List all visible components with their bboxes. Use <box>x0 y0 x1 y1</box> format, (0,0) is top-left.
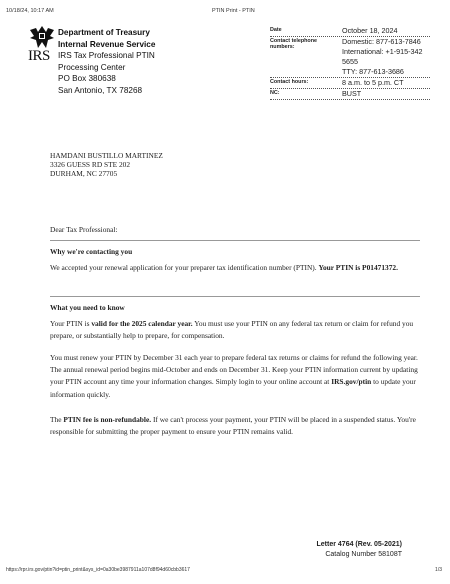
letter-identifier <box>317 540 402 559</box>
recipient-city: DURHAM, NC 27705 <box>50 169 118 178</box>
heading-what-to-know: What you need to know <box>50 303 125 312</box>
p2-valid-year: valid for the 2025 calendar year. <box>91 319 193 328</box>
irs-logo <box>28 26 56 66</box>
p3-text-c: to update your information quickly. <box>50 377 416 399</box>
phone-domestic: Domestic: 877-613-7846 <box>342 37 421 46</box>
hours-label: Contact hours: <box>270 79 309 85</box>
recipient-street: 3326 GUESS RD STE 202 <box>50 160 131 169</box>
print-page-title: PTIN Print - PTIN <box>212 8 255 14</box>
contact-row-phone <box>270 37 430 78</box>
agency-line6: San Antonio, TX 78268 <box>58 85 143 95</box>
agency-name-line1: Department of Treasury <box>58 28 150 37</box>
agency-line3: IRS Tax Professional PTIN <box>58 51 155 61</box>
p1-text: We accepted your renewal application for your preparer tax identification number (PTIN). <box>50 263 317 272</box>
date-value: October 18, 2024 <box>342 26 398 35</box>
print-datetime: 10/18/24, 10:17 AM <box>6 8 54 14</box>
p4-text-c: If we can't process your payment, your PTIN will be placed in a suspended status. You're responsible for submitting the proper payment to ensure your PTIN remains valid. <box>50 415 416 437</box>
p4-text-a: The <box>50 415 62 424</box>
contact-row-hours <box>270 78 430 89</box>
contact-info-table <box>270 26 430 100</box>
p2-text-a: Your PTIN is <box>50 319 90 328</box>
nc-value: BUST <box>342 89 362 98</box>
paragraph-renewal-info <box>50 352 422 401</box>
contact-row-date <box>270 26 430 37</box>
ptin-link[interactable]: IRS.gov/ptin <box>331 377 372 387</box>
phone-international: International: +1-915-342 <box>342 47 423 56</box>
irs-logo-text: IRS <box>28 48 50 64</box>
phone-label: Contact telephone numbers: <box>270 38 318 50</box>
hours-value: 8 a.m. to 5 p.m. CT <box>342 78 404 87</box>
ptin-number: Your PTIN is P01471372. <box>318 263 398 272</box>
paragraph-fee <box>50 414 422 438</box>
letter-number: Letter 4764 (Rev. 05-2021) <box>316 541 402 548</box>
paragraph-validity <box>50 318 422 342</box>
nc-label: NC: <box>270 90 280 96</box>
salutation: Dear Tax Professional: <box>50 225 118 234</box>
phone-tty: TTY: 877-613-3686 <box>342 67 404 76</box>
agency-name-line2: Internal Revenue Service <box>58 39 156 49</box>
print-url: https://rpr.irs.gov/ptin?id=ptin_print&sys_id=0a30be3987911a107d8f94d60cbb3617 <box>6 567 190 573</box>
paragraph-renewal-accepted <box>50 262 422 274</box>
date-label: Date <box>270 27 282 33</box>
fee-nonrefundable: PTIN fee is non-refundable. <box>63 415 152 424</box>
heading-why-contacting: Why we're contacting you <box>50 247 133 256</box>
agency-address-block <box>58 27 155 97</box>
recipient-address <box>50 151 163 178</box>
eagle-emblem-icon <box>28 26 56 50</box>
p2-text-c: You must use your PTIN on any federal tax return or claim for refund you prepare, or substantially help to prepare, for compensation. <box>50 319 414 341</box>
contact-row-nc <box>270 89 430 100</box>
page-number: 1/3 <box>435 567 442 573</box>
divider <box>50 240 420 241</box>
p3-text-a: You must renew your PTIN by December 31 each year to prepare federal tax returns or claims for refund the following year. The annual renewal period begins mid-October and ends on December 31. Keep your PTIN information current by updating your PTIN account any time your information changes. Simply login to your online account at <box>50 353 418 387</box>
divider <box>50 296 420 297</box>
recipient-name: HAMDANI BUSTILLO MARTINEZ <box>50 151 163 160</box>
catalog-number: Catalog Number 58108T <box>325 550 402 558</box>
agency-line5: PO Box 380638 <box>58 74 116 84</box>
agency-line4: Processing Center <box>58 62 126 72</box>
phone-international-cont: 5655 <box>342 57 358 66</box>
